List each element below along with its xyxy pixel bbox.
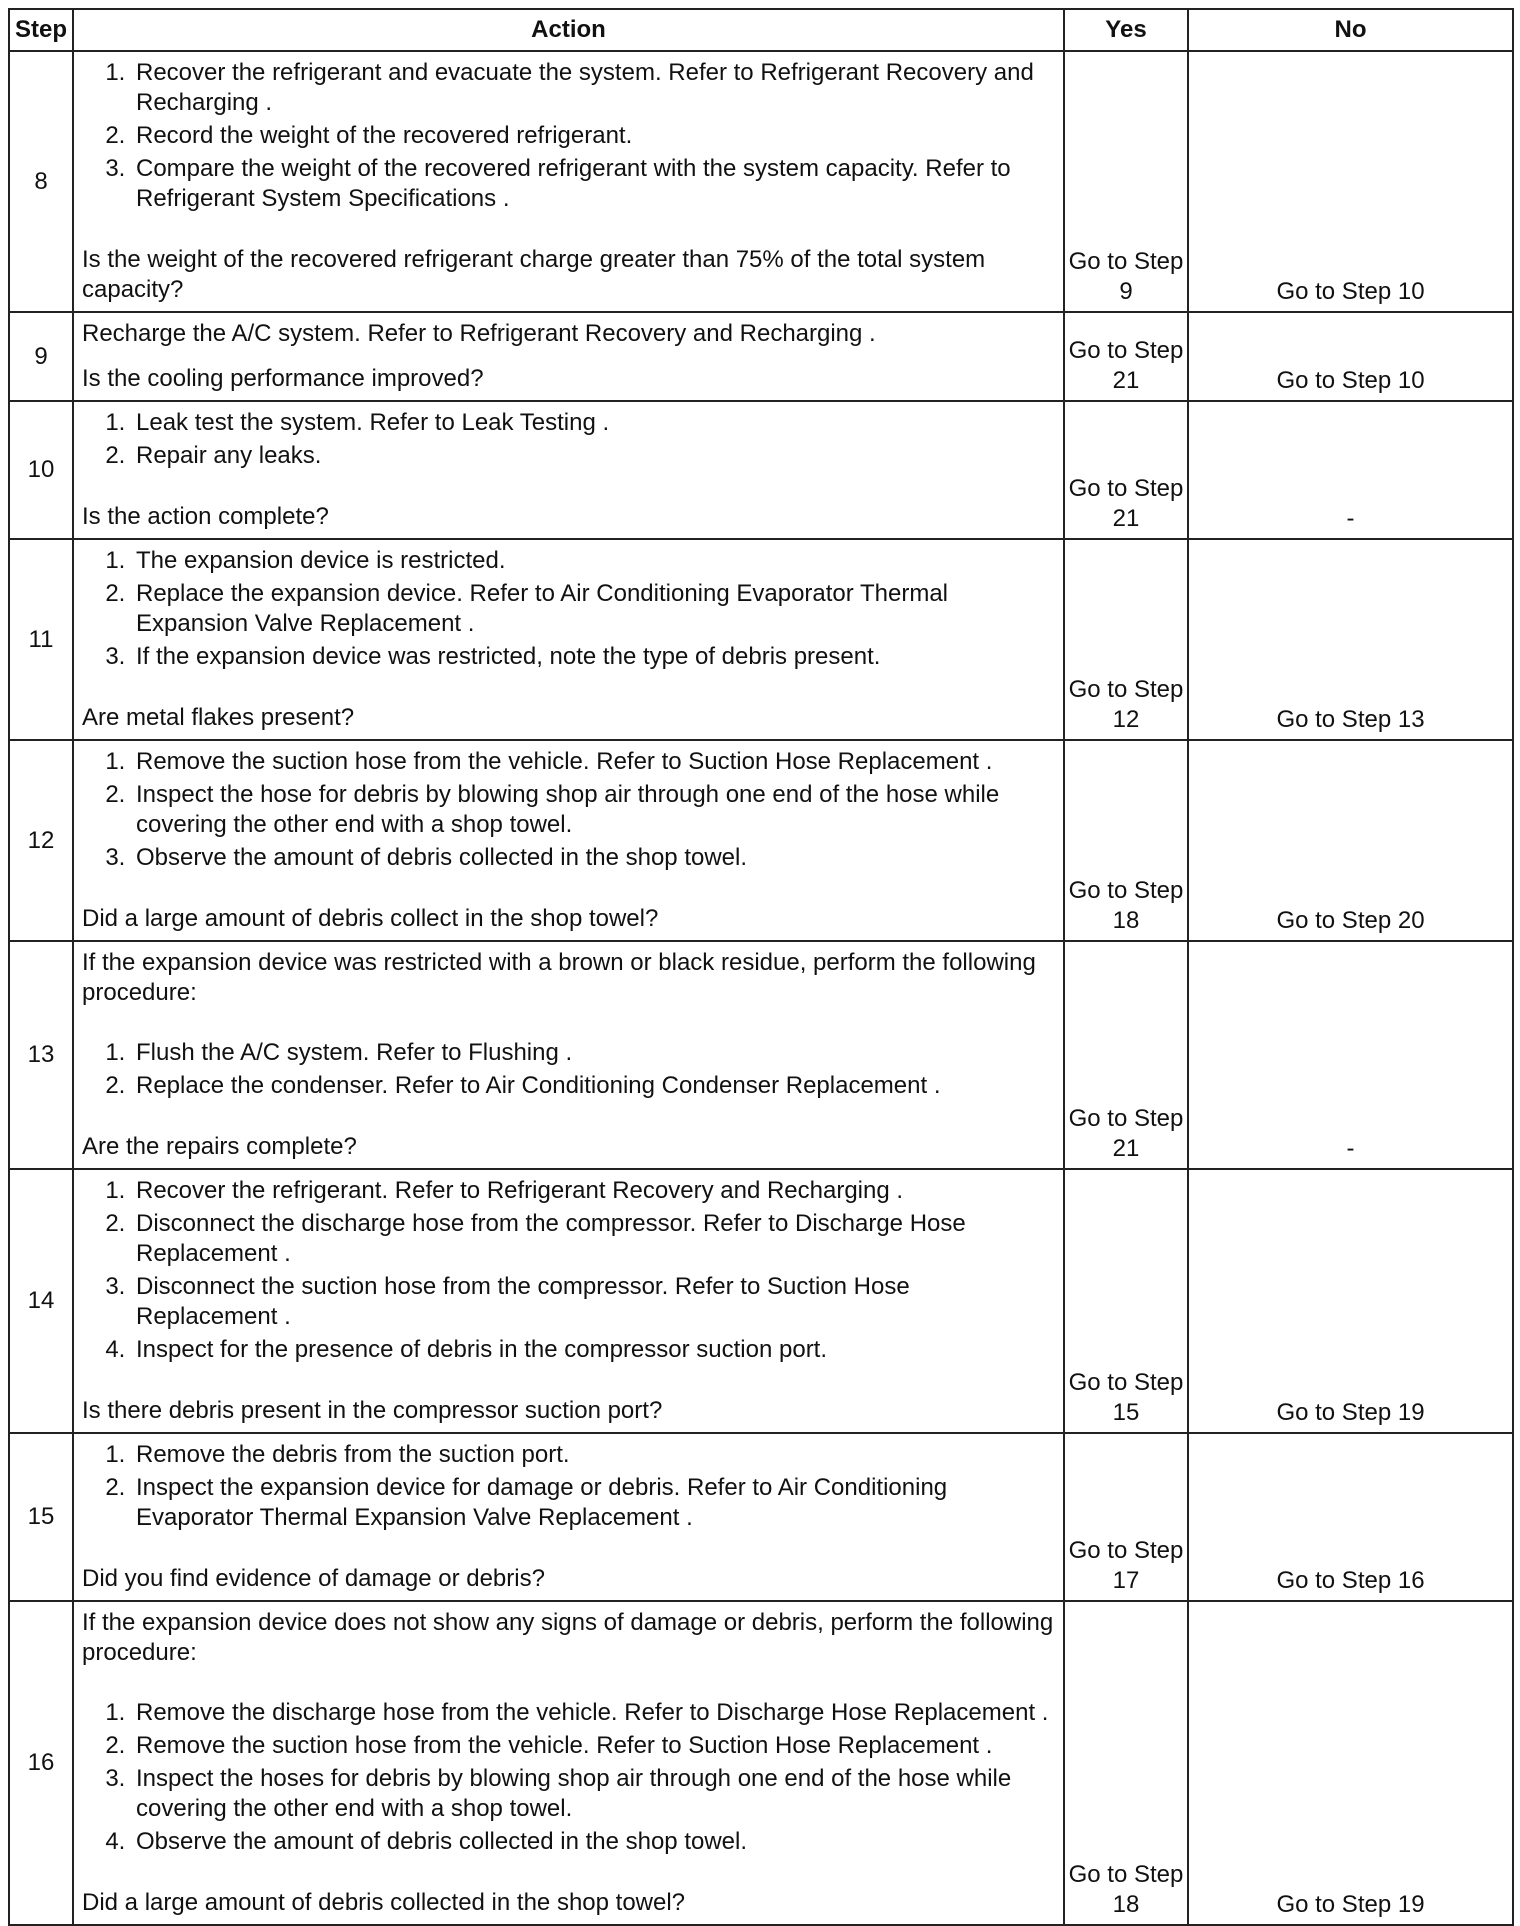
action-cell: [73, 941, 1064, 1169]
action-cell: [73, 1169, 1064, 1433]
yes-outcome: Go to Step 21: [1064, 312, 1188, 401]
action-steps-list: [82, 1176, 1055, 1365]
table-row: [9, 941, 1513, 1169]
action-steps-list: [82, 546, 1055, 672]
action-steps-list: [82, 747, 1055, 873]
action-step-item: 2. Inspect the hose for debris by blowing shop air through one end of the hose while covering the other end with a shop towel.: [132, 780, 1055, 840]
header-no: No: [1188, 9, 1513, 51]
yes-outcome: Go to Step 12: [1064, 539, 1188, 740]
action-step-item: 2. Replace the condenser. Refer to Air Conditioning Condenser Replacement .: [132, 1071, 1055, 1101]
action-question: Is the action complete?: [82, 503, 329, 530]
action-cell: [73, 51, 1064, 312]
step-number: 12: [9, 740, 73, 941]
action-question: Did a large amount of debris collected in the shop towel?: [82, 1889, 686, 1916]
action-step-item: 2. Repair any leaks.: [132, 441, 1055, 471]
step-number: 16: [9, 1601, 73, 1925]
action-step-item: 1. Recover the refrigerant. Refer to Refrigerant Recovery and Recharging .: [132, 1176, 1055, 1206]
no-outcome: Go to Step 10: [1188, 51, 1513, 312]
step-number: 14: [9, 1169, 73, 1433]
no-outcome: Go to Step 19: [1188, 1169, 1513, 1433]
yes-outcome: Go to Step 18: [1064, 740, 1188, 941]
action-cell: [73, 401, 1064, 539]
action-step-item: 1. Remove the suction hose from the vehicle. Refer to Suction Hose Replacement .: [132, 747, 1055, 777]
action-cell: [73, 1433, 1064, 1601]
step-number: 11: [9, 539, 73, 740]
action-step-item: 3. Disconnect the suction hose from the compressor. Refer to Suction Hose Replacement .: [132, 1272, 1055, 1332]
action-question: Is the cooling performance improved?: [82, 365, 484, 392]
diagnostic-table: [8, 8, 1514, 1926]
action-step-item: 3. Observe the amount of debris collected in the shop towel.: [132, 843, 1055, 873]
table-row: [9, 401, 1513, 539]
yes-outcome: Go to Step 18: [1064, 1601, 1188, 1925]
yes-outcome: Go to Step 21: [1064, 941, 1188, 1169]
header-action: Action: [73, 9, 1064, 51]
action-step-item: 1. Remove the discharge hose from the vehicle. Refer to Discharge Hose Replacement .: [132, 1698, 1055, 1728]
yes-outcome: Go to Step 9: [1064, 51, 1188, 312]
header-row: [9, 9, 1513, 51]
step-number: 15: [9, 1433, 73, 1601]
action-step-item: 2. Disconnect the discharge hose from the compressor. Refer to Discharge Hose Replacement .: [132, 1209, 1055, 1269]
yes-outcome: Go to Step 15: [1064, 1169, 1188, 1433]
header-yes: Yes: [1064, 9, 1188, 51]
no-outcome: Go to Step 20: [1188, 740, 1513, 941]
action-step-item: 4. Observe the amount of debris collected in the shop towel.: [132, 1827, 1055, 1857]
action-steps-list: [82, 408, 1055, 471]
action-intro: If the expansion device does not show any signs of damage or debris, perform the following procedure:: [82, 1609, 1054, 1666]
action-steps-list: [82, 1038, 1055, 1101]
table-row: [9, 1433, 1513, 1601]
no-outcome: -: [1188, 941, 1513, 1169]
table-row: [9, 1601, 1513, 1925]
action-steps-list: [82, 1698, 1055, 1857]
action-step-item: 4. Inspect for the presence of debris in the compressor suction port.: [132, 1335, 1055, 1365]
yes-outcome: Go to Step 17: [1064, 1433, 1188, 1601]
action-cell: [73, 539, 1064, 740]
action-step-item: 2. Record the weight of the recovered refrigerant.: [132, 121, 1055, 151]
action-step-item: 3. Inspect the hoses for debris by blowing shop air through one end of the hose while covering the other end with a shop towel.: [132, 1764, 1055, 1824]
action-intro: Recharge the A/C system. Refer to Refrigerant Recovery and Recharging .: [82, 320, 876, 347]
table-row: [9, 51, 1513, 312]
table-body: [9, 51, 1513, 1925]
no-outcome: Go to Step 10: [1188, 312, 1513, 401]
action-step-item: 3. If the expansion device was restricted, note the type of debris present.: [132, 642, 1055, 672]
action-question: Is the weight of the recovered refrigerant charge greater than 75% of the total system capacity?: [82, 246, 986, 303]
action-intro: If the expansion device was restricted with a brown or black residue, perform the following procedure:: [82, 949, 1036, 1006]
action-question: Are the repairs complete?: [82, 1133, 357, 1160]
step-number: 8: [9, 51, 73, 312]
no-outcome: Go to Step 13: [1188, 539, 1513, 740]
step-number: 10: [9, 401, 73, 539]
table-row: [9, 539, 1513, 740]
action-question: Did a large amount of debris collect in the shop towel?: [82, 905, 659, 932]
table-row: [9, 312, 1513, 401]
action-question: Did you find evidence of damage or debris?: [82, 1565, 545, 1592]
no-outcome: -: [1188, 401, 1513, 539]
action-step-item: 2. Remove the suction hose from the vehicle. Refer to Suction Hose Replacement .: [132, 1731, 1055, 1761]
action-cell: [73, 1601, 1064, 1925]
action-step-item: 1. The expansion device is restricted.: [132, 546, 1055, 576]
action-question: Is there debris present in the compressor suction port?: [82, 1397, 663, 1424]
action-step-item: 2. Replace the expansion device. Refer to Air Conditioning Evaporator Thermal Expansion Valve Replacement .: [132, 579, 1055, 639]
action-step-item: 1. Leak test the system. Refer to Leak Testing .: [132, 408, 1055, 438]
table-row: [9, 740, 1513, 941]
action-steps-list: [82, 1440, 1055, 1533]
no-outcome: Go to Step 19: [1188, 1601, 1513, 1925]
action-step-item: 1. Flush the A/C system. Refer to Flushing .: [132, 1038, 1055, 1068]
action-question: Are metal flakes present?: [82, 704, 355, 731]
step-number: 9: [9, 312, 73, 401]
action-cell: [73, 740, 1064, 941]
action-step-item: 2. Inspect the expansion device for damage or debris. Refer to Air Conditioning Evaporator Thermal Expansion Valve Replacement .: [132, 1473, 1055, 1533]
action-steps-list: [82, 58, 1055, 214]
step-number: 13: [9, 941, 73, 1169]
no-outcome: Go to Step 16: [1188, 1433, 1513, 1601]
yes-outcome: Go to Step 21: [1064, 401, 1188, 539]
table-row: [9, 1169, 1513, 1433]
action-step-item: 1. Remove the debris from the suction port.: [132, 1440, 1055, 1470]
action-step-item: 3. Compare the weight of the recovered refrigerant with the system capacity. Refer to Refrigerant System Specifications .: [132, 154, 1055, 214]
action-cell: [73, 312, 1064, 401]
header-step: Step: [9, 9, 73, 51]
action-step-item: 1. Recover the refrigerant and evacuate the system. Refer to Refrigerant Recovery and Recharging .: [132, 58, 1055, 118]
